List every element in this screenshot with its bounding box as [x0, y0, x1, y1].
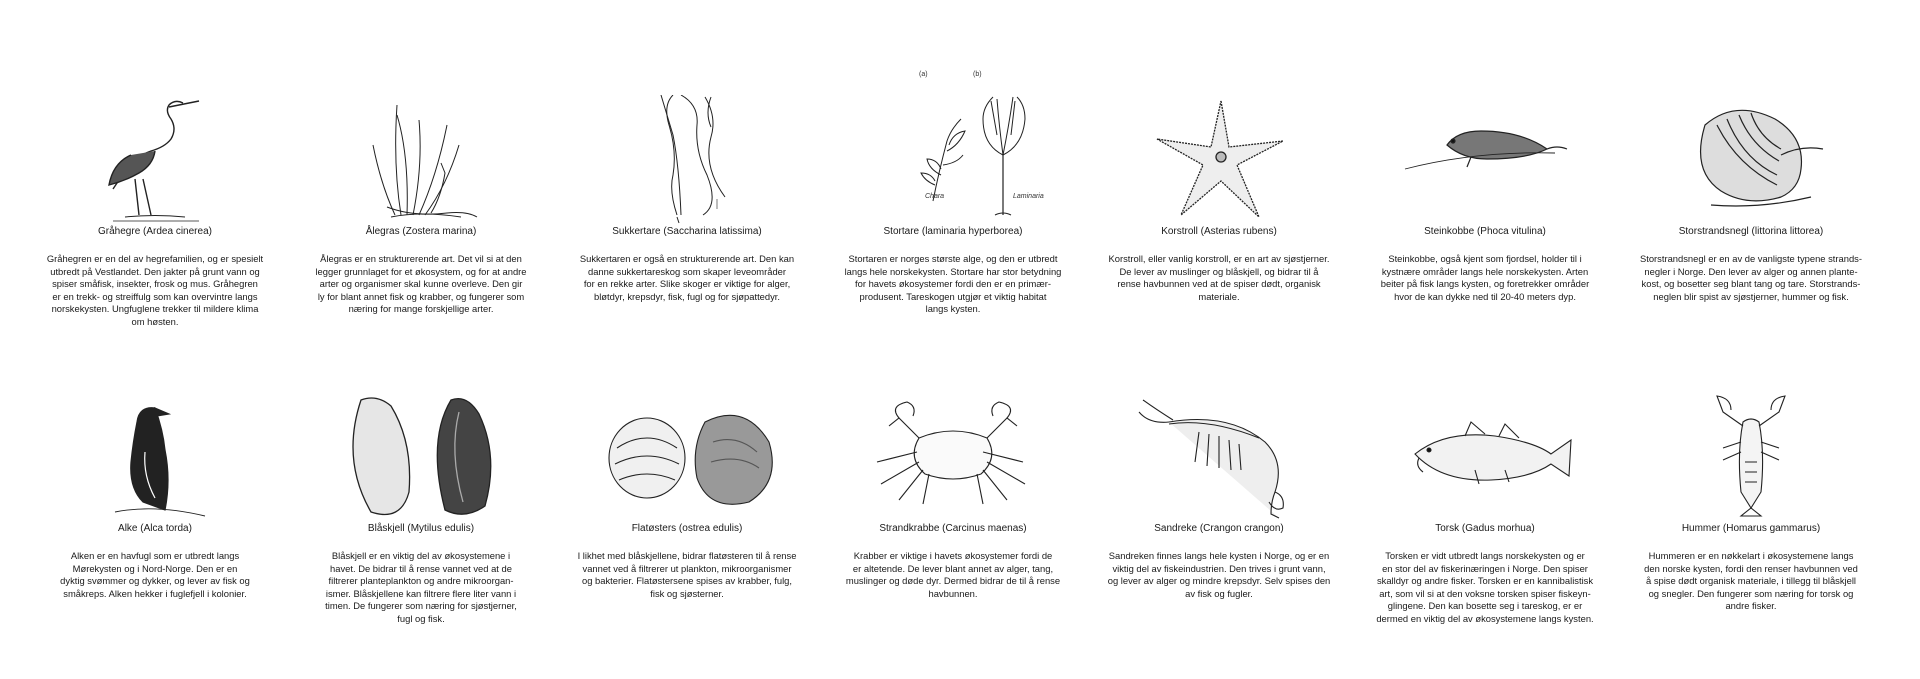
desc-line: hvor de kan dykke ned til 20-40 meters dyp.: [1394, 290, 1576, 302]
desc-line: ly for blant annet fisk og krabber, og fungerer som: [317, 290, 525, 302]
desc-line: ismer. Blåskjellene kan filtrere flere liter vann i: [325, 587, 517, 599]
starfish-icon: [1129, 95, 1309, 225]
label-chara: Chara: [925, 193, 945, 200]
desc-line: spiser småfisk, insekter, frosk og mus. Gråhegren: [52, 278, 258, 290]
desc-line: og bakterier. Flatøstersene spises av krabber, fulg,: [582, 575, 792, 587]
desc-line: Storstrandsnegl er en av de vanligste typene strands-: [1639, 253, 1862, 264]
desc-strandkrabbe: [829, 550, 1077, 600]
desc-line: fugl og fisk.: [397, 612, 445, 624]
desc-line: Blåskjell er en viktig del av økosystemene i: [331, 550, 511, 561]
desc-hummer: [1627, 550, 1875, 613]
desc-line: arter og organismer skal kunne overleve. Den gir: [319, 278, 523, 290]
card-strandkrabbe: [822, 392, 1084, 600]
title-steinkobbe: Steinkobbe (Phoca vitulina): [1424, 226, 1546, 237]
desc-line: norskekysten. Ungfuglene trekker til mildere klima: [51, 303, 259, 315]
desc-line: dyktig svømmer og dykker, og lever av fisk og: [60, 575, 250, 587]
desc-line: Sandreken finnes langs hele kysten i Norge, og er en: [1108, 550, 1330, 561]
cod-icon: [1395, 392, 1575, 522]
desc-line: fisk og sjøsterner.: [650, 587, 724, 599]
title-korstroll: Korstroll (Asterias rubens): [1161, 226, 1277, 237]
desc-steinkobbe: [1361, 253, 1609, 303]
desc-line: andre fisker.: [1725, 600, 1777, 612]
lobster-icon: [1661, 392, 1841, 522]
desc-line: er altetende. De lever blant annet av alger, tang,: [852, 562, 1054, 574]
title-sukkertare: Sukkertare (Saccharina latissima): [612, 226, 762, 237]
title-grahegre: Gråhegre (Ardea cinerea): [98, 226, 212, 237]
snail-icon: [1661, 95, 1841, 225]
title-blaskjell: Blåskjell (Mytilus edulis): [367, 523, 475, 534]
desc-line: Hummeren er en nøkkelart i økosystemene langs: [1648, 550, 1854, 561]
desc-line: neglen blir spist av sjøstjerner, hummer og fisk.: [1653, 290, 1849, 302]
desc-line: den norske kysten, fordi den renser havbunnen ved: [1644, 562, 1858, 574]
card-torsk: [1354, 392, 1616, 626]
label-a: (a): [919, 71, 928, 78]
card-korstroll: [1088, 95, 1350, 303]
desc-line: og lever av alger og mindre krepsdyr. Selv spises den: [1107, 575, 1331, 587]
desc-line: art, som vil si at den voksne torsken spiser fiskeyn-: [1379, 587, 1591, 599]
desc-line: Korstroll, eller vanlig korstroll, er en art av sjøstjerner.: [1108, 253, 1330, 264]
desc-line: om høsten.: [131, 315, 179, 327]
desc-line: negler i Norge. Den lever av alger og annen plante-: [1644, 265, 1858, 277]
card-stortare: [822, 71, 1084, 316]
card-steinkobbe: [1354, 95, 1616, 303]
title-stortare: Stortare (laminaria hyperborea): [883, 226, 1023, 237]
desc-line: bløtdyr, krepsdyr, fisk, fugl og for sjøpattedyr.: [593, 290, 780, 302]
title-alke: Alke (Alca torda): [118, 523, 192, 534]
desc-line: filtrerer planteplankton og andre mikroorgan-: [328, 575, 514, 587]
desc-line: vannet ved å filtrerer ut plankton, mikroorganismer: [582, 562, 792, 574]
desc-line: kost, og bosetter seg blant tang og tare. Storstrands-: [1641, 278, 1861, 290]
desc-line: Steinkobbe, også kjent som fjordsel, holder til i: [1388, 253, 1582, 264]
eelgrass-icon: [331, 95, 511, 225]
title-strandkrabbe: Strandkrabbe (Carcinus maenas): [879, 523, 1027, 534]
desc-line: Torsken er vidt utbredt langs norskekysten og er: [1385, 550, 1585, 561]
desc-line: Stortaren er norges største alge, og den er utbredt: [848, 253, 1058, 264]
label-laminaria: Laminaria: [1013, 193, 1044, 200]
mussel-icon: [331, 392, 511, 522]
desc-line: danne sukkertareskog som skaper leveområder: [587, 265, 786, 277]
title-alegras: Ålegras (Zostera marina): [365, 226, 477, 237]
card-storstrandsnegl: [1620, 95, 1882, 303]
desc-line: Sukkertaren er også en strukturerende art. Den kan: [579, 253, 795, 264]
card-grahegre: [24, 95, 286, 329]
desc-line: næring for mange forskjellige arter.: [348, 303, 494, 315]
card-flatosters: [556, 392, 818, 600]
sugar-kelp-icon: [597, 95, 777, 225]
desc-line: rense havbunnen ved at de spiser dødt, organisk: [1117, 278, 1321, 290]
card-sandreke: [1088, 392, 1350, 600]
desc-line: å spise dødt organisk materiale, i tillegg til blåskjell: [1646, 575, 1856, 587]
desc-line: glingene. Den kan bosette seg i tareskog, er er: [1387, 600, 1583, 612]
desc-line: Mørekysten og i Nord-Norge. Den er en: [72, 562, 238, 574]
desc-line: av fisk og fugler.: [1185, 587, 1253, 599]
crab-icon: [863, 392, 1043, 522]
desc-line: langs kysten.: [925, 303, 981, 315]
desc-line: Alken er en havfugl som er utbredt langs: [70, 550, 240, 561]
desc-line: utbredt på Vestlandet. Den jakter på grunt vann og: [50, 265, 260, 277]
desc-line: er en trekk- og streiffulg som kan overvintre langs: [52, 290, 258, 302]
seal-icon: [1395, 95, 1575, 225]
desc-alegras: [297, 253, 545, 316]
desc-blaskjell: [297, 550, 545, 626]
card-alegras: [290, 95, 552, 316]
desc-alke: [31, 550, 279, 600]
desc-line: en stor del av fiskerinæringen i Norge. Den spiser: [1382, 562, 1588, 574]
card-alke: [24, 392, 286, 600]
title-hummer: Hummer (Homarus gammarus): [1681, 523, 1821, 534]
desc-line: beiter på fisk langs kysten, og foretrekker områder: [1380, 278, 1590, 290]
desc-line: dermed en viktig del av økosystemene langs kysten.: [1376, 612, 1594, 624]
desc-line: kystnære områder langs hele norskekysten. Arten: [1381, 265, 1589, 277]
title-flatosters: Flatøsters (ostrea edulis): [631, 523, 743, 534]
desc-line: havbunnen.: [928, 587, 978, 599]
desc-line: og snegler. Den fungerer som næring for torsk og: [1648, 587, 1854, 599]
desc-line: muslinger og døde dyr. Dermed bidrar de til å rense: [845, 575, 1061, 587]
oyster-icon: [597, 392, 777, 522]
desc-line: Gråhegren er en del av hegrefamilien, og er spesielt: [46, 253, 264, 264]
desc-storstrandsnegl: [1627, 253, 1875, 303]
desc-line: viktig del av fiskeindustrien. Den trives i grunt vann,: [1112, 562, 1326, 574]
desc-line: timen. De fungerer som næring for sjøstjerner,: [325, 600, 517, 612]
desc-line: I likhet med blåskjellene, bidrar flatøsteren til å rense: [577, 550, 797, 561]
desc-line: for en rekke arter. Slike skoger er viktige for alger,: [583, 278, 791, 290]
desc-line: Ålegras er en strukturerende art. Det vil si at den: [320, 253, 522, 264]
kelp-icon: [863, 71, 1044, 225]
desc-stortare: [829, 253, 1077, 316]
desc-line: skalldyr og andre fisker. Torsken er en kannibalistisk: [1376, 575, 1594, 587]
desc-line: materiale.: [1198, 290, 1240, 302]
desc-line: legger grunnlaget for et økosystem, og for at andre: [315, 265, 527, 277]
title-torsk: Torsk (Gadus morhua): [1435, 523, 1535, 534]
desc-line: produsent. Tareskogen utgjør et viktig habitat: [859, 290, 1047, 302]
desc-line: havet. De bidrar til å rense vannet ved at de: [330, 562, 512, 574]
desc-korstroll: [1095, 253, 1343, 303]
desc-line: langs hele norskekysten. Stortare har stor betydning: [844, 265, 1062, 277]
title-storstrandsnegl: Storstrandsnegl (littorina littorea): [1678, 226, 1824, 237]
title-sandreke: Sandreke (Crangon crangon): [1154, 523, 1284, 534]
desc-flatosters: [563, 550, 811, 600]
shrimp-icon: [1129, 392, 1309, 522]
card-sukkertare: [556, 95, 818, 303]
desc-line: småkreps. Alken hekker i fuglefjell i kolonier.: [63, 587, 247, 599]
desc-line: for havets økosystemer fordi den er en primær-: [855, 278, 1051, 290]
desc-grahegre: [31, 253, 279, 329]
desc-line: De lever av muslinger og blåskjell, og bidrar til å: [1119, 265, 1319, 277]
label-b: (b): [973, 71, 982, 78]
card-blaskjell: [290, 392, 552, 626]
desc-sandreke: [1095, 550, 1343, 600]
razorbill-icon: [65, 392, 245, 522]
card-hummer: [1620, 392, 1882, 613]
desc-sukkertare: [563, 253, 811, 303]
desc-torsk: [1361, 550, 1609, 626]
heron-icon: [65, 95, 245, 225]
desc-line: Krabber er viktige i havets økosystemer fordi de: [853, 550, 1053, 561]
